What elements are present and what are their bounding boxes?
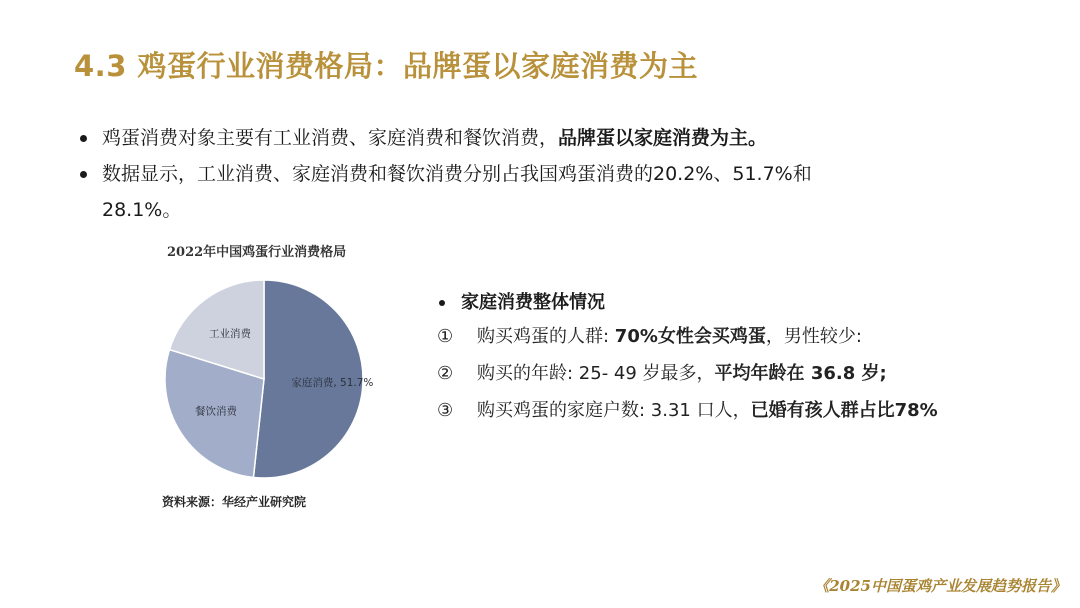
bullet-1-text: 鸡蛋消费对象主要有工业消费、家庭消费和餐饮消费， [102,127,559,149]
bullet-list [78,120,1038,228]
item-3-text: 购买鸡蛋的家庭户数: 3.31 口人， [477,400,751,421]
chart-title: 2022年中国鸡蛋行业消费格局 [167,245,347,260]
bullet-item-2 [78,156,1038,192]
household-item-3 [437,392,938,429]
item-2-text: 购买的年龄: 25- 49 岁最多， [477,363,715,384]
bullet-item-1 [78,120,1038,156]
bullet-dot-icon [80,171,87,178]
pie-label-1: 餐饮消费 [195,405,238,418]
bullet-1-bold: 品牌蛋以家庭消费为主。 [558,127,768,149]
page-title: 4.3 鸡蛋行业消费格局：品牌蛋以家庭消费为主 [74,49,698,83]
bullet-dot-icon [80,135,87,142]
bullet-dot-icon [439,300,445,306]
item-1-bold: 70%女性会买鸡蛋 [614,326,766,347]
circled-number-1: ① [437,326,454,347]
pie-label-0: 家庭消费, 51.7% [291,376,374,389]
item-2-bold: 平均年龄在 36.8 岁; [714,363,887,384]
household-heading [437,288,938,318]
bullet-2-continuation: 28.1%。 [102,199,182,221]
item-1-tail: ，男性较少: [765,326,862,347]
chart-source: 资料来源：华经产业研究院 [162,495,307,509]
bullet-2-text: 数据显示，工业消费、家庭消费和餐饮消费分别占我国鸡蛋消费的20.2%、51.7%和 [102,163,812,185]
item-3-bold: 已婚有孩人群占比78% [750,400,938,421]
item-1-text: 购买鸡蛋的人群: [477,326,615,347]
circled-number-3: ③ [437,400,454,421]
pie-chart [150,265,390,485]
household-summary [437,288,938,429]
household-heading-text: 家庭消费整体情况 [461,292,605,313]
pie-label-2: 工业消费 [208,327,251,340]
household-item-2 [437,355,938,392]
household-item-1 [437,318,938,355]
circled-number-2: ② [437,363,454,384]
report-footer: 《2025中国蛋鸡产业发展趋势报告》 [814,577,1066,595]
